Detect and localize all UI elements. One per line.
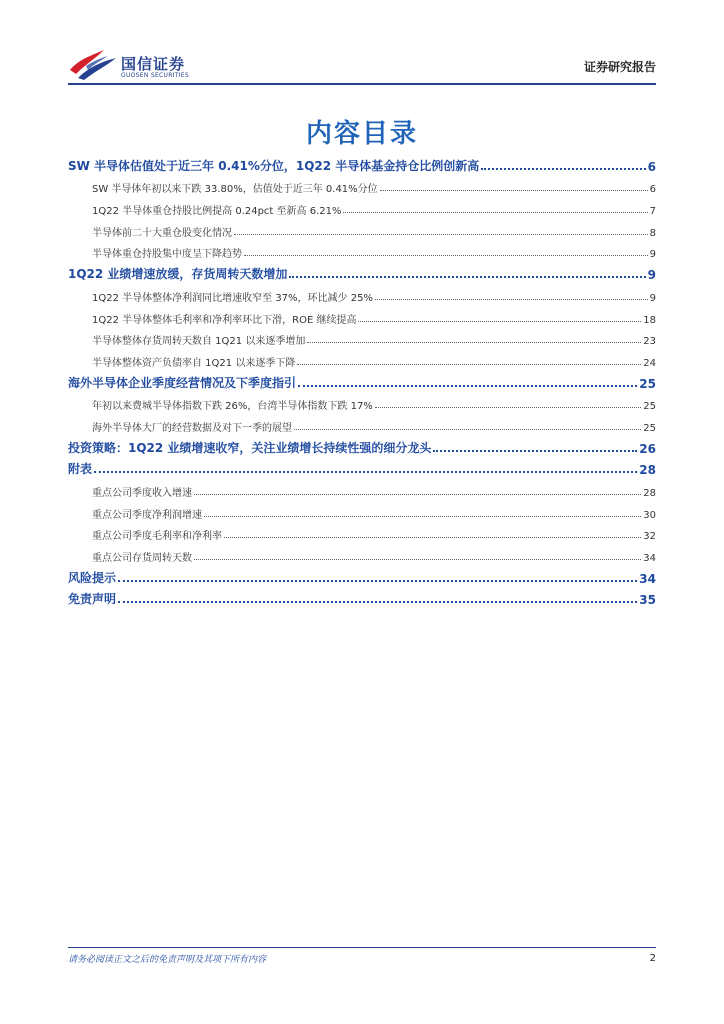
toc-entry-subsection[interactable] <box>68 521 656 543</box>
toc-entry-title: 1Q22 半导体重仓持股比例提高 0.24pct 至新高 6.21% <box>92 206 342 218</box>
toc-entry-title: 1Q22 半导体整体毛利率和净利率环比下滑，ROE 继续提高 <box>92 314 357 326</box>
toc-leader-dots <box>307 342 641 343</box>
toc-entry-page: 24 <box>643 357 656 369</box>
toc-leader-dots <box>244 255 648 256</box>
toc-entry-subsection[interactable] <box>68 195 656 217</box>
toc-leader-dots <box>224 537 641 538</box>
toc-entry-page: 23 <box>643 336 656 348</box>
toc-entry-subsection[interactable] <box>68 412 656 434</box>
toc-entry-page: 9 <box>649 292 656 304</box>
report-type: 证券研究报告 <box>583 60 656 74</box>
toc-entry-page: 35 <box>639 593 656 608</box>
toc-leader-dots <box>118 580 637 582</box>
toc-entry-page: 9 <box>647 268 656 283</box>
toc-entry-subsection[interactable] <box>68 174 656 196</box>
toc-entry-page: 34 <box>639 571 656 586</box>
toc-leader-dots <box>289 276 645 278</box>
brand-name-cn: 国信证券 <box>121 55 186 73</box>
toc-entry-section[interactable] <box>68 152 656 174</box>
toc-entry-title: 海外半导体企业季度经营情况及下季度指引 <box>68 375 297 390</box>
page-number: 2 <box>649 953 656 964</box>
toc-entry-page: 6 <box>649 184 656 196</box>
toc-entry-page: 7 <box>649 206 656 218</box>
toc-entry-section[interactable] <box>68 456 656 478</box>
toc-entry-subsection[interactable] <box>68 347 656 369</box>
guosen-logo <box>68 48 218 84</box>
toc-entry-title: 半导体重仓持股集中度呈下降趋势 <box>92 249 242 261</box>
toc-entry-section[interactable] <box>68 260 656 282</box>
toc-leader-dots <box>194 559 641 560</box>
toc-entry-page: 8 <box>649 227 656 239</box>
toc-entry-title: 1Q22 业绩增速放缓，存货周转天数增加 <box>68 267 288 282</box>
toc-entry-page: 25 <box>643 422 656 434</box>
toc-entry-title: 年初以来费城半导体指数下跌 26%，台湾半导体指数下跌 17% <box>92 401 373 413</box>
toc-entry-title: 免责声明 <box>68 592 117 607</box>
toc-entry-subsection[interactable] <box>68 239 656 261</box>
toc-entry-title: SW 半导体估值处于近三年 0.41%分位，1Q22 半导体基金持仓比例创新高 <box>68 158 480 173</box>
toc-entry-title: 半导体整体存货周转天数自 1Q21 以来逐季增加 <box>92 336 306 348</box>
footer-disclaimer: 请务必阅读正文之后的免责声明及其项下所有内容 <box>68 955 267 965</box>
toc-entry-section[interactable] <box>68 586 656 608</box>
toc-entry-page: 25 <box>639 376 656 391</box>
toc-leader-dots <box>375 407 641 408</box>
page-header <box>68 46 656 84</box>
table-of-contents <box>68 152 656 607</box>
toc-leader-dots <box>94 471 637 473</box>
toc-leader-dots <box>294 429 641 430</box>
toc-leader-dots <box>375 299 648 300</box>
toc-entry-page: 34 <box>643 553 656 565</box>
toc-entry-subsection[interactable] <box>68 391 656 413</box>
toc-entry-title: 重点公司季度收入增速 <box>92 488 192 499</box>
toc-leader-dots <box>204 516 641 517</box>
toc-entry-title: 半导体整体资产负债率自 1Q21 以来逐季下降 <box>92 357 296 369</box>
toc-entry-title: 重点公司季度毛利率和净利率 <box>92 531 222 543</box>
toc-entry-subsection[interactable] <box>68 304 656 326</box>
toc-entry-title: 海外半导体大厂的经营数据及对下一季的展望 <box>92 422 292 434</box>
toc-entry-page: 26 <box>639 441 656 456</box>
toc-entry-section[interactable] <box>68 434 656 456</box>
guosen-logo-icon <box>68 48 118 82</box>
toc-entry-subsection[interactable] <box>68 282 656 304</box>
toc-entry-title: SW 半导体年初以来下跌 33.80%，估值处于近三年 0.41%分位 <box>92 184 378 196</box>
toc-entry-title: 1Q22 半导体整体净利润同比增速收窄至 37%，环比减少 25% <box>92 292 373 304</box>
toc-entry-title: 半导体前二十大重仓股变化情况 <box>92 227 232 239</box>
toc-entry-page: 30 <box>643 509 656 521</box>
toc-entry-page: 28 <box>643 488 656 499</box>
toc-leader-dots <box>194 494 641 495</box>
toc-leader-dots <box>343 212 647 213</box>
toc-leader-dots <box>297 364 641 365</box>
toc-title: 内容目录 <box>305 119 418 149</box>
toc-entry-page: 32 <box>643 531 656 543</box>
toc-entry-title: 投资策略：1Q22 业绩增速收窄，关注业绩增长持续性强的细分龙头 <box>68 440 432 455</box>
toc-entry-section[interactable] <box>68 564 656 586</box>
toc-entry-subsection[interactable] <box>68 499 656 521</box>
toc-entry-subsection[interactable] <box>68 477 656 499</box>
toc-entry-page: 6 <box>647 159 656 174</box>
toc-leader-dots <box>298 385 637 387</box>
toc-leader-dots <box>234 234 648 235</box>
toc-entry-subsection[interactable] <box>68 217 656 239</box>
toc-leader-dots <box>433 450 637 452</box>
toc-leader-dots <box>380 190 648 191</box>
toc-entry-page: 25 <box>643 401 656 413</box>
brand-name-en: GUOSEN SECURITIES <box>121 72 190 79</box>
header-divider <box>68 83 656 85</box>
toc-entry-title: 重点公司季度净利润增速 <box>92 509 202 521</box>
toc-entry-page: 18 <box>643 314 656 326</box>
toc-leader-dots <box>481 168 645 170</box>
footer-divider <box>68 947 656 948</box>
toc-entry-page: 9 <box>649 249 656 261</box>
toc-entry-subsection[interactable] <box>68 326 656 348</box>
toc-leader-dots <box>118 601 637 603</box>
toc-entry-title: 附表 <box>68 462 93 477</box>
toc-entry-title: 重点公司存货周转天数 <box>92 553 192 565</box>
toc-entry-title: 风险提示 <box>68 570 117 585</box>
toc-entry-subsection[interactable] <box>68 542 656 564</box>
toc-leader-dots <box>358 321 641 322</box>
toc-entry-section[interactable] <box>68 369 656 391</box>
toc-entry-page: 28 <box>639 463 656 478</box>
